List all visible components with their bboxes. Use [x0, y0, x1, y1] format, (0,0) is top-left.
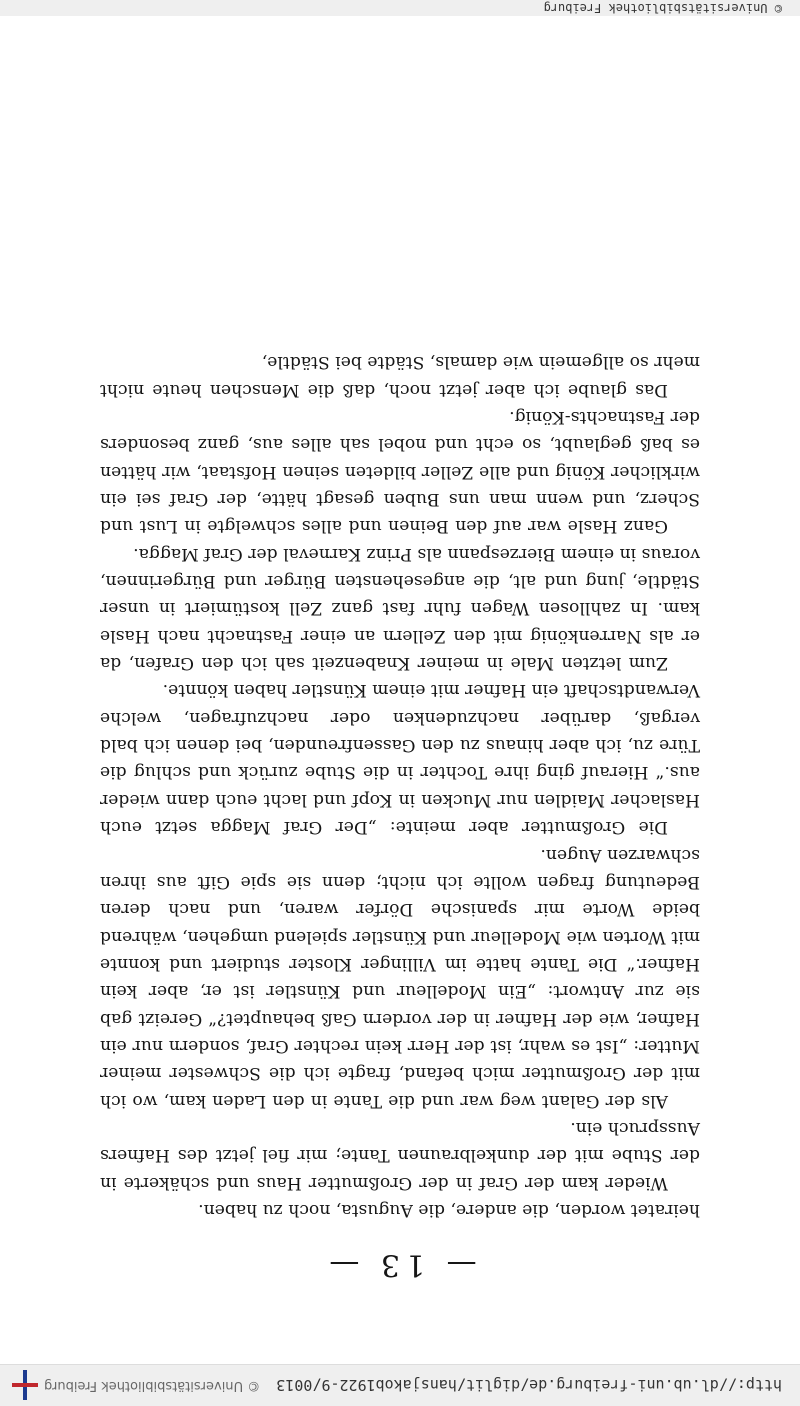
paragraph: Die Großmutter aber meinte: „Der Graf Magga setzt euch Haslacher Maidlen nur Mucken in Kopf und lacht euch dann wieder aus.“ Hierauf ging ihre Tochter in die Stube zurück und schlug die Türe zu, ich aber hinaus zu den Gassenfreunden, bei denen ich bald vergaß, darüber nachzudenken oder nachzufragen, welche Verwandtschaft ein Hafner mit einem Künstler haben könnte.	[100, 680, 700, 838]
top-info-bar	[0, 1364, 800, 1406]
book-page	[100, 348, 700, 1296]
page-url[interactable]: http://dl.ub.uni-freiburg.de/diglit/hansjakob1922-9/0013	[276, 1376, 782, 1395]
library-logo-icon	[12, 1370, 38, 1400]
paragraph: Wieder kam der Graf in der Großmutter Haus und schäkerte in der Stube mit der dunkelbraunen Tante; mir fiel jetzt des Hafners Ausspruch ein.	[100, 1117, 700, 1193]
paragraph: Als der Galant weg war und die Tante in den Laden kam, wo ich mit der Großmutter mich befand, fragte ich die Schwester meiner Mutter: „Ist es wahr, ist der Herr kein rechter Graf, sondern nur ein Hafner, wie der Hafner in der vordern Gaß behauptet?“ Gereizt gab sie zur Antwort: „Ein Modelleur und Künstler ist er, aber kein Hafner.“ Die Tante hatte im Villinger Kloster studiert und konnte mit Worten wie Modelleur und Künstler spielend umgehen, während beide Worte mir spanische Dörfer waren, und nach deren Bedeutung fragen wollte ich nicht; denn sie spie Gift aus ihren schwarzen Augen.	[100, 844, 700, 1111]
bottom-logo-icon	[770, 0, 788, 12]
paragraph: Zum letzten Male in meiner Knabenzeit sah ich den Grafen, da er als Narrenkönig mit den Zellern an einer Fastnacht nach Hasle kam. In zahllosen Wagen fuhr fast ganz Zell kostümiert in unser Städtle, jung und alt, die angesehensten Bürger und Bürgerinnen, voraus in einem Bierzespann als Prinz Karneval der Graf Magga.	[100, 543, 700, 674]
paragraph: Ganz Hasle war auf den Beinen und alles schwelgte in Lust und Scherz, und wenn man uns Buben gesagt hätte, der Graf sei ein wirklicher König und alle Zeller bildeten seinen Hofstaat, wir hätten es baß geglaubt, so echt und nobel sah alles aus, ganz besonders der Fastnachts-König.	[100, 407, 700, 537]
paragraph: heiratet worden, die andere, die Augusta, noch zu haben.	[198, 1200, 700, 1220]
bottom-copyright-notice: © Universitätsbibliothek Freiburg	[543, 1, 782, 15]
copyright-notice: © Universitätsbibliothek Freiburg	[44, 1378, 261, 1393]
paragraph: Das glaube ich aber jetzt noch, daß die Menschen heute nicht mehr so allgemein wie damals, Städte bei Städtle,	[100, 352, 700, 400]
page-number: — 13 —	[323, 1247, 477, 1282]
bottom-info-bar	[0, 0, 800, 16]
